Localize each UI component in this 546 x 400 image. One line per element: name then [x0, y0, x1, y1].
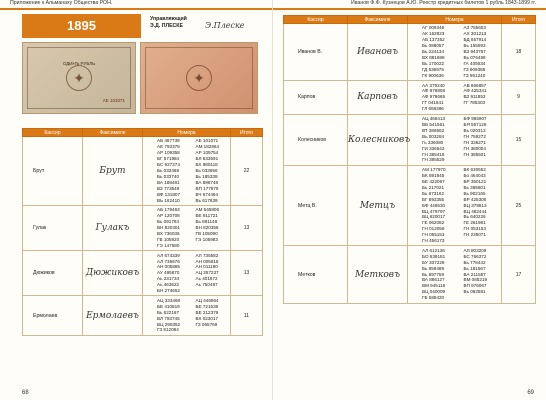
- serial-number: Бь 091784: [157, 219, 180, 225]
- column-header: Итого: [502, 16, 536, 24]
- row-total: 13: [231, 205, 263, 250]
- serial-number: Вь 076498: [463, 55, 486, 60]
- serial-number: АР 109754: [195, 150, 219, 156]
- cashier-name: Гулак: [23, 205, 83, 250]
- serial-numbers-cell: [143, 296, 231, 335]
- serial-number: БЕ 422067: [422, 179, 445, 185]
- serial-number: Вь 020313: [463, 127, 486, 133]
- table-row: [284, 114, 536, 165]
- table-header-row: [23, 129, 263, 137]
- signature-cell: [348, 114, 411, 165]
- serial-number: АЕ 793379: [157, 144, 180, 150]
- serial-numbers-cell: [408, 24, 502, 81]
- serial-number: Бь 033656: [195, 167, 218, 173]
- serial-numbers-cell: [408, 246, 502, 303]
- signature-cell: [83, 205, 143, 250]
- serial-number-column: [460, 248, 502, 301]
- cashier-name: Ермолаев: [23, 296, 83, 335]
- serial-number: Аь 231734: [157, 276, 180, 282]
- serial-number: БГ 893355: [422, 196, 445, 202]
- serial-number: АЦ 446964: [195, 297, 219, 303]
- serial-number: БГ 571984: [157, 156, 180, 162]
- serial-number: ВЦ 620017: [422, 214, 446, 220]
- eagle-emblem-icon: ✦: [186, 65, 212, 91]
- serial-number: Вь 617839: [195, 197, 218, 203]
- serial-number: Вь 003284: [422, 133, 445, 139]
- serial-number: ГА 405634: [463, 60, 486, 66]
- manager-name: Э.Д. ПЛЕСКЕ: [150, 23, 183, 29]
- serial-number: ГН 385529: [422, 157, 445, 163]
- serial-number: ГН 053153: [463, 226, 486, 232]
- serial-number: АЦ 257237: [195, 270, 219, 276]
- row-total: 15: [502, 114, 536, 165]
- signature-cell: [83, 296, 143, 335]
- serial-number: БО 639181: [422, 253, 446, 259]
- serial-numbers-cell: [408, 114, 502, 165]
- serial-number: Бь 902165: [463, 190, 486, 196]
- right-header-rule: [273, 8, 546, 10]
- serial-number: ВЦ 378813: [463, 202, 487, 208]
- serial-number: ГГ 041641: [422, 100, 444, 106]
- serial-number-column: [143, 253, 192, 294]
- serial-number: АЦ 333468: [157, 297, 181, 303]
- serial-number: Бь 891148: [195, 219, 218, 225]
- signature-cell: [348, 81, 408, 115]
- serial-numbers-cell: [408, 81, 502, 115]
- serial-number-column: [408, 83, 460, 113]
- serial-number: Аь 401672: [195, 276, 218, 282]
- cashier-name: Метц В.: [284, 165, 348, 246]
- serial-number: Бь 224134: [422, 49, 445, 55]
- cashier-signature: Ермолаевъ: [86, 310, 139, 321]
- serial-number: ВЧ 674494: [195, 191, 219, 197]
- serial-number: АЛ 674339: [157, 252, 180, 258]
- serial-number: АФ 978665: [422, 94, 446, 100]
- serial-number-column: [408, 167, 460, 244]
- column-header: Кассир: [23, 129, 83, 137]
- serial-number-column: [143, 207, 192, 248]
- serial-number: Бь 181567: [463, 265, 486, 271]
- cashier-name: Карпов: [284, 81, 348, 115]
- serial-number: АБ 179463: [157, 207, 180, 213]
- cashier-signature: Метковъ: [354, 269, 401, 280]
- column-header: Факсимиле: [348, 16, 408, 24]
- row-total: 17: [502, 246, 536, 303]
- serial-number: ГК 900636: [422, 72, 444, 78]
- serial-number: АР 120708: [157, 213, 180, 219]
- serial-number: АА 379240: [422, 82, 445, 88]
- serial-number: Бь 185339: [195, 173, 218, 179]
- left-page-header: [0, 0, 273, 10]
- serial-number: ВТ 386562: [422, 127, 445, 133]
- cashier-name: Брут: [23, 137, 83, 206]
- serial-number: АЛ 735582: [195, 252, 219, 258]
- banknote-back-image: [140, 42, 258, 114]
- serial-number: АК 162823: [422, 31, 445, 37]
- serial-number: ГН 235071: [463, 232, 486, 238]
- column-header: Итого: [231, 129, 263, 137]
- serial-number: Бь 088057: [422, 43, 445, 49]
- cashier-signature: Дюжиковъ: [85, 268, 140, 279]
- table-row: [23, 137, 263, 206]
- serial-number-column: [460, 116, 502, 163]
- serial-number-column: [192, 207, 231, 248]
- serial-number: Бь 897759: [422, 271, 445, 277]
- cashier-signature: Метцъ: [359, 200, 396, 211]
- column-header: Номера: [143, 129, 231, 137]
- serial-number: ГЭ 147580: [157, 242, 180, 248]
- right-register-table: [283, 15, 536, 304]
- table-header-row: [284, 16, 536, 24]
- serial-number: Бь 622167: [157, 309, 180, 315]
- serial-number: ВЦ 479797: [422, 208, 446, 214]
- left-header-text: Приложение к Альманаху Общества РОН.: [10, 0, 113, 6]
- serial-number: Вь 640226: [463, 214, 486, 220]
- serial-number: Аь 463622: [157, 282, 180, 288]
- serial-numbers-cell: [143, 205, 231, 250]
- banknote-front-serial: АЕ 101071: [102, 98, 125, 103]
- serial-number: АН 011190: [195, 264, 218, 270]
- row-total: 25: [502, 165, 536, 246]
- serial-number-column: [192, 253, 231, 294]
- serial-number: ГЕ 062082: [422, 220, 445, 226]
- table-row: [23, 251, 263, 296]
- row-total: 22: [231, 137, 263, 206]
- serial-number: ВЕ 212379: [195, 309, 219, 315]
- signature-cell: [348, 24, 408, 81]
- serial-number: АМ 545806: [195, 207, 219, 213]
- table-row: [284, 24, 536, 81]
- serial-number: АБ 467739: [157, 138, 180, 144]
- serial-number: АЛ 803209: [463, 247, 487, 253]
- serial-number: ГЗ 812084: [157, 327, 179, 333]
- serial-number: ГЗ 065769: [195, 321, 218, 327]
- serial-number: ГН 055153: [422, 232, 445, 238]
- serial-number: АХ 301213: [463, 31, 487, 37]
- serial-number: ГН 385416: [422, 151, 445, 157]
- serial-number: ГН 385501: [463, 151, 486, 157]
- left-header-rule: [0, 8, 273, 10]
- row-total: 13: [231, 251, 263, 296]
- manager-signature: Э.Плеске: [205, 21, 245, 30]
- serial-number: Бь 033468: [157, 167, 180, 173]
- serial-number: ВР 425306: [463, 196, 487, 202]
- cashier-name: Дюжиков: [23, 251, 83, 296]
- serial-number: ГЕ 261981: [463, 220, 486, 226]
- serial-number: ВА 211557: [463, 271, 486, 277]
- serial-number: АН 005885: [157, 264, 180, 270]
- serial-number: ГЗ 951240: [463, 72, 486, 78]
- serial-number: Бь 859489: [422, 265, 445, 271]
- serial-number: АН 005816: [195, 258, 219, 264]
- serial-number: Бь 385601: [463, 184, 486, 190]
- right-page-header: [273, 0, 546, 10]
- serial-number: БС 766372: [463, 253, 487, 259]
- serial-number: АФ 425341: [463, 88, 487, 94]
- serial-number: ВМ 085219: [463, 277, 487, 283]
- serial-number: ГН 012056: [422, 226, 445, 232]
- serial-number: ВХ 881698: [422, 55, 445, 60]
- serial-number: ВП 177875: [195, 185, 219, 191]
- serial-number: БЕ 410819: [157, 303, 180, 309]
- year-heading: 1895: [22, 14, 141, 38]
- cashier-signature: Гулакъ: [95, 223, 130, 234]
- serial-number: ВА 898748: [195, 179, 219, 185]
- serial-number: ВН 820356: [195, 225, 219, 231]
- serial-number: АУ 495870: [157, 270, 180, 276]
- row-total: 11: [231, 296, 263, 335]
- table-row: [23, 296, 263, 335]
- serial-number: Гь 336080: [422, 139, 444, 145]
- serial-number: Бь 217021: [422, 184, 445, 190]
- column-header: Кассир: [284, 16, 348, 24]
- serial-number: АМ 182864: [195, 144, 219, 150]
- serial-number-column: [460, 83, 502, 113]
- serial-number: БФ 965907: [463, 116, 487, 122]
- serial-number: ВЛ 793745: [157, 315, 180, 321]
- serial-number: АЕ 101071: [195, 138, 219, 144]
- serial-number: ГН 456173: [422, 238, 445, 244]
- cashier-name: Метков: [284, 246, 348, 303]
- cashier-signature: Брут: [99, 165, 126, 176]
- serial-number: БН 274652: [157, 288, 180, 294]
- serial-number: ВЗ 943767: [463, 49, 486, 55]
- serial-number: БР 350121: [463, 179, 487, 185]
- right-page: [273, 0, 546, 400]
- serial-number: АФ 876808: [422, 88, 446, 94]
- serial-number: Вь 062581: [463, 289, 486, 295]
- serial-number: ВФ 131807: [157, 191, 181, 197]
- signature-cell: [348, 246, 408, 303]
- serial-numbers-cell: [143, 251, 231, 296]
- serial-number: ВЦ 482444: [463, 208, 487, 214]
- serial-number: АВ 666857: [463, 82, 487, 88]
- serial-number: ВЦ 040009: [422, 289, 446, 295]
- serial-number: ВН 820301: [157, 225, 180, 231]
- cashier-signature: Колесниковъ: [348, 134, 411, 145]
- serial-number: БХ 880118: [195, 162, 218, 168]
- serial-number: ВЗ 911853: [463, 94, 486, 100]
- serial-number: ГВ 105090: [195, 230, 218, 236]
- serial-number-column: [192, 138, 231, 203]
- serial-number: ГЭ 105983: [195, 236, 218, 242]
- serial-number: ГН 759272: [463, 133, 486, 139]
- cashier-name: Колесников: [284, 114, 348, 165]
- serial-number: ВХ 023017: [195, 315, 219, 321]
- serial-number: АЛ 736676: [157, 258, 180, 264]
- serial-number: БУ 337229: [422, 259, 445, 265]
- eagle-emblem-icon: ✦: [66, 65, 92, 91]
- manager-title: Управляющий: [150, 16, 187, 22]
- serial-number: Бь 033740: [157, 173, 180, 179]
- serial-number: БЯ 557126: [463, 121, 487, 127]
- serial-number: ГЗ 909385: [463, 66, 486, 72]
- serial-number: БС 927274: [157, 162, 180, 168]
- serial-number: ВБ 541561: [422, 121, 445, 127]
- serial-number: ВЗ 773549: [157, 185, 180, 191]
- right-header-text: Иванов Ф.Ф. Кузнецов А.Ю. Реестр кредитных билетов 1 рубль 1843-1899 гг.: [351, 0, 536, 6]
- serial-number: ГИ 336543: [422, 145, 445, 151]
- serial-number: Бь 155593: [463, 43, 486, 49]
- serial-number: БК 891945: [422, 173, 445, 179]
- cashier-signature: Ивановъ: [356, 47, 399, 58]
- serial-number: ГН 380004: [463, 145, 486, 151]
- serial-number: ВЬ 162410: [157, 197, 180, 203]
- serial-number: БЕ 721536: [195, 303, 219, 309]
- serial-number: АЛ 612136: [422, 247, 445, 253]
- serial-numbers-cell: [408, 165, 502, 246]
- signature-cell: [83, 137, 143, 206]
- serial-number: ГГ 785303: [463, 100, 486, 106]
- serial-number: АМ 177970: [422, 167, 446, 173]
- table-row: [284, 81, 536, 115]
- column-header: Факсимиле: [83, 129, 143, 137]
- serial-numbers-cell: [143, 137, 231, 206]
- serial-number: Вь 170022: [422, 60, 445, 66]
- serial-number-column: [460, 167, 502, 244]
- serial-number: ВХ 736036: [157, 230, 180, 236]
- table-row: [284, 246, 536, 303]
- page-number: 68: [22, 390, 29, 396]
- serial-number: Бь 778442: [463, 259, 486, 265]
- row-total: 18: [502, 24, 536, 81]
- serial-number: АР 109358: [157, 150, 180, 156]
- serial-number-column: [460, 25, 502, 78]
- signature-cell: [83, 251, 143, 296]
- serial-number-column: [408, 248, 460, 301]
- row-total: 9: [502, 81, 536, 115]
- serial-number-column: [408, 116, 460, 163]
- cashier-name: Иванов В.: [284, 24, 348, 81]
- serial-number: АГ 009346: [422, 25, 445, 31]
- serial-number: Бо 464043: [463, 173, 486, 179]
- serial-number: БЕ 911721: [195, 213, 218, 219]
- serial-number: БЛ 633591: [195, 156, 219, 162]
- banknote-front-title: ОДИНЪ РУБЛЬ: [62, 61, 96, 66]
- table-row: [284, 165, 536, 246]
- column-header: Номера: [408, 16, 502, 24]
- serial-number-column: [192, 298, 231, 333]
- serial-number: ГБ 588420: [422, 295, 445, 301]
- serial-number: БФ 446530: [422, 202, 446, 208]
- serial-number: ГН 336271: [463, 139, 486, 145]
- table-row: [23, 205, 263, 250]
- left-register-table: [22, 128, 263, 336]
- cashier-signature: Карповъ: [357, 92, 398, 103]
- serial-number: ВА 886127: [422, 277, 445, 283]
- serial-number: ГВ 105920: [157, 236, 180, 242]
- serial-number: АЦ 468413: [422, 116, 446, 122]
- serial-number: БД 657914: [463, 37, 487, 43]
- serial-number-column: [408, 25, 460, 78]
- serial-number: БК 630552: [463, 167, 486, 173]
- serial-number: ВА 188481: [157, 179, 180, 185]
- manager-label: [150, 16, 187, 30]
- serial-number: ГД 536975: [422, 66, 444, 72]
- signature-cell: [348, 165, 408, 246]
- serial-number: ВМ 945118: [422, 283, 446, 289]
- serial-number-column: [143, 138, 192, 203]
- serial-number: Бь 673162: [422, 190, 445, 196]
- serial-number: АБ 137352: [422, 37, 445, 43]
- serial-number: ВЦ 290352: [157, 321, 181, 327]
- serial-number-column: [143, 298, 192, 333]
- serial-number: ВП 976067: [463, 283, 487, 289]
- page-number: 69: [527, 390, 534, 396]
- serial-number: АЗ 755603: [463, 25, 486, 31]
- serial-number: ГЛ 666396: [422, 106, 444, 112]
- banknote-front-image: [22, 42, 136, 114]
- serial-number: Аь 750497: [195, 282, 218, 288]
